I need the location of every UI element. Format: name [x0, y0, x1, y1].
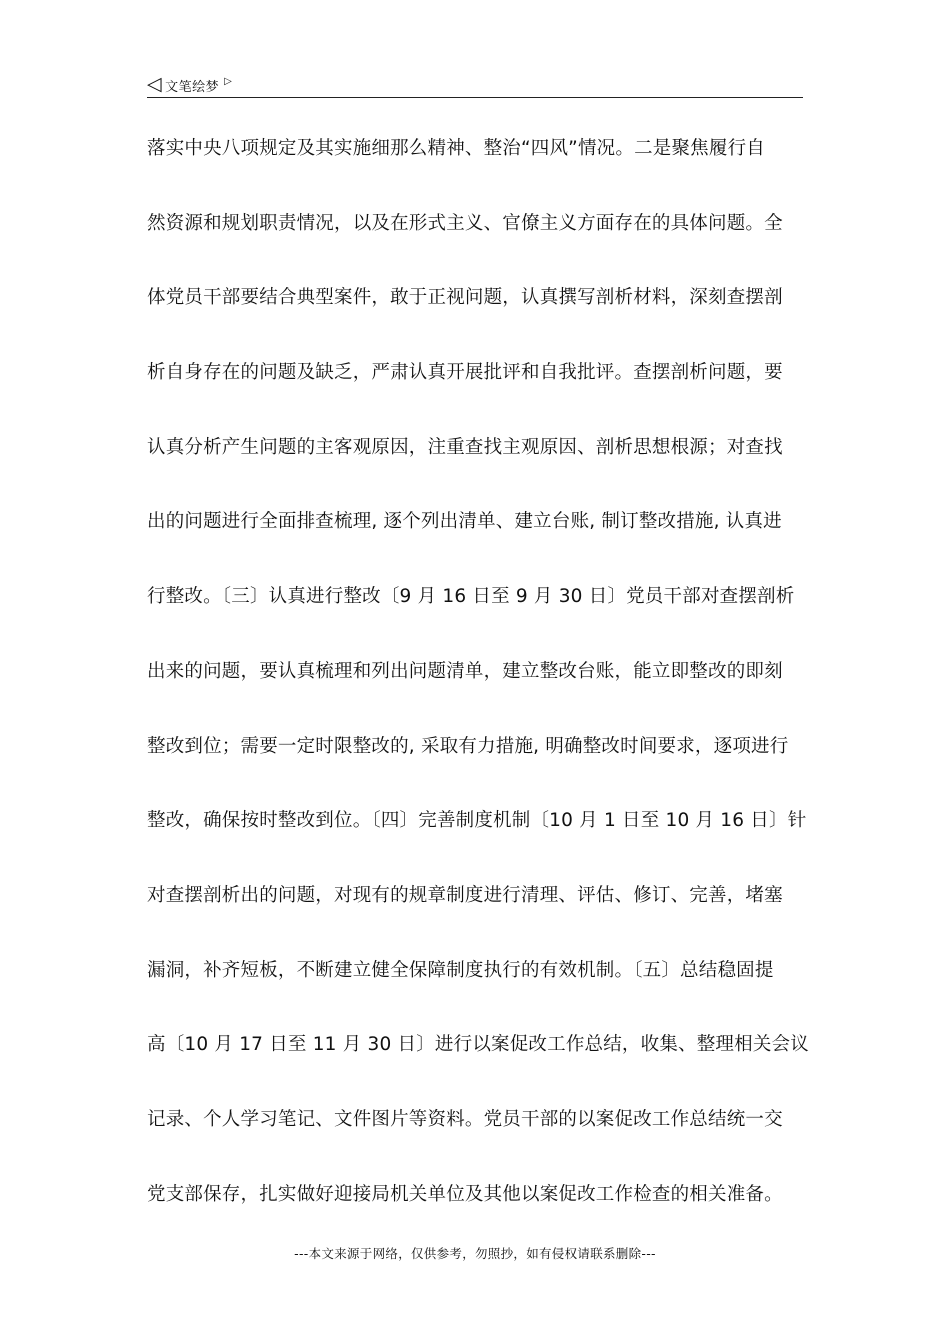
body-line: 析自身存在的问题及缺乏，严肃认真开展批评和自我批评。查摆剖析问题，要: [147, 362, 783, 384]
document-body: [147, 130, 807, 1250]
body-line: 漏洞，补齐短板，不断建立健全保障制度执行的有效机制。〔五〕总结稳固提: [147, 959, 774, 981]
triangle-right-icon: ▷: [224, 76, 233, 87]
body-line: 行整改。〔三〕认真进行整改〔9 月 16 日至 9 月 30 日〕党员干部对查摆剖析: [147, 586, 795, 608]
brand: [147, 74, 232, 96]
brand-text: 文笔绘梦: [165, 79, 220, 95]
body-line: 党支部保存，扎实做好迎接局机关单位及其他以案促改工作检查的相关准备。: [147, 1183, 783, 1205]
body-line: 体党员干部要结合典型案件，敢于正视问题，认真撰写剖析材料，深刻查摆剖: [147, 287, 783, 309]
body-line: 落实中央八项规定及其实施细那么精神、整治“四风”情况。二是聚焦履行自: [147, 138, 765, 159]
triangle-left-icon: ◁: [147, 72, 163, 95]
body-line: 出来的问题，要认真梳理和列出问题清单，建立整改台账，能立即整改的即刻: [147, 660, 783, 682]
body-line: 记录、个人学习笔记、文件图片等资料。党员干部的以案促改工作总结统一交: [147, 1108, 783, 1130]
body-line: 整改到位；需要一定时限整改的, 采取有力措施, 明确整改时间要求，逐项进行: [147, 735, 789, 757]
body-line: 认真分析产生问题的主客观原因，注重查找主观原因、剖析思想根源；对查找: [147, 436, 783, 458]
body-line: 整改，确保按时整改到位。〔四〕完善制度机制〔10 月 1 日至 10 月 16 日〕针: [147, 810, 807, 832]
body-line: 对查摆剖析出的问题，对现有的规章制度进行清理、评估、修订、完善，堵塞: [147, 884, 783, 906]
body-line: 然资源和规划职责情况，以及在形式主义、官僚主义方面存在的具体问题。全: [147, 212, 783, 234]
page-header: [147, 74, 803, 98]
body-line: 高〔10 月 17 日至 11 月 30 日〕进行以案促改工作总结，收集、整理相关会议: [147, 1034, 809, 1056]
footer-notice: ---本文来源于网络，仅供参考，勿照抄，如有侵权请联系删除---: [294, 1246, 656, 1261]
body-line: 出的问题进行全面排查梳理, 逐个列出清单、建立台账, 制订整改措施, 认真进: [147, 511, 782, 533]
